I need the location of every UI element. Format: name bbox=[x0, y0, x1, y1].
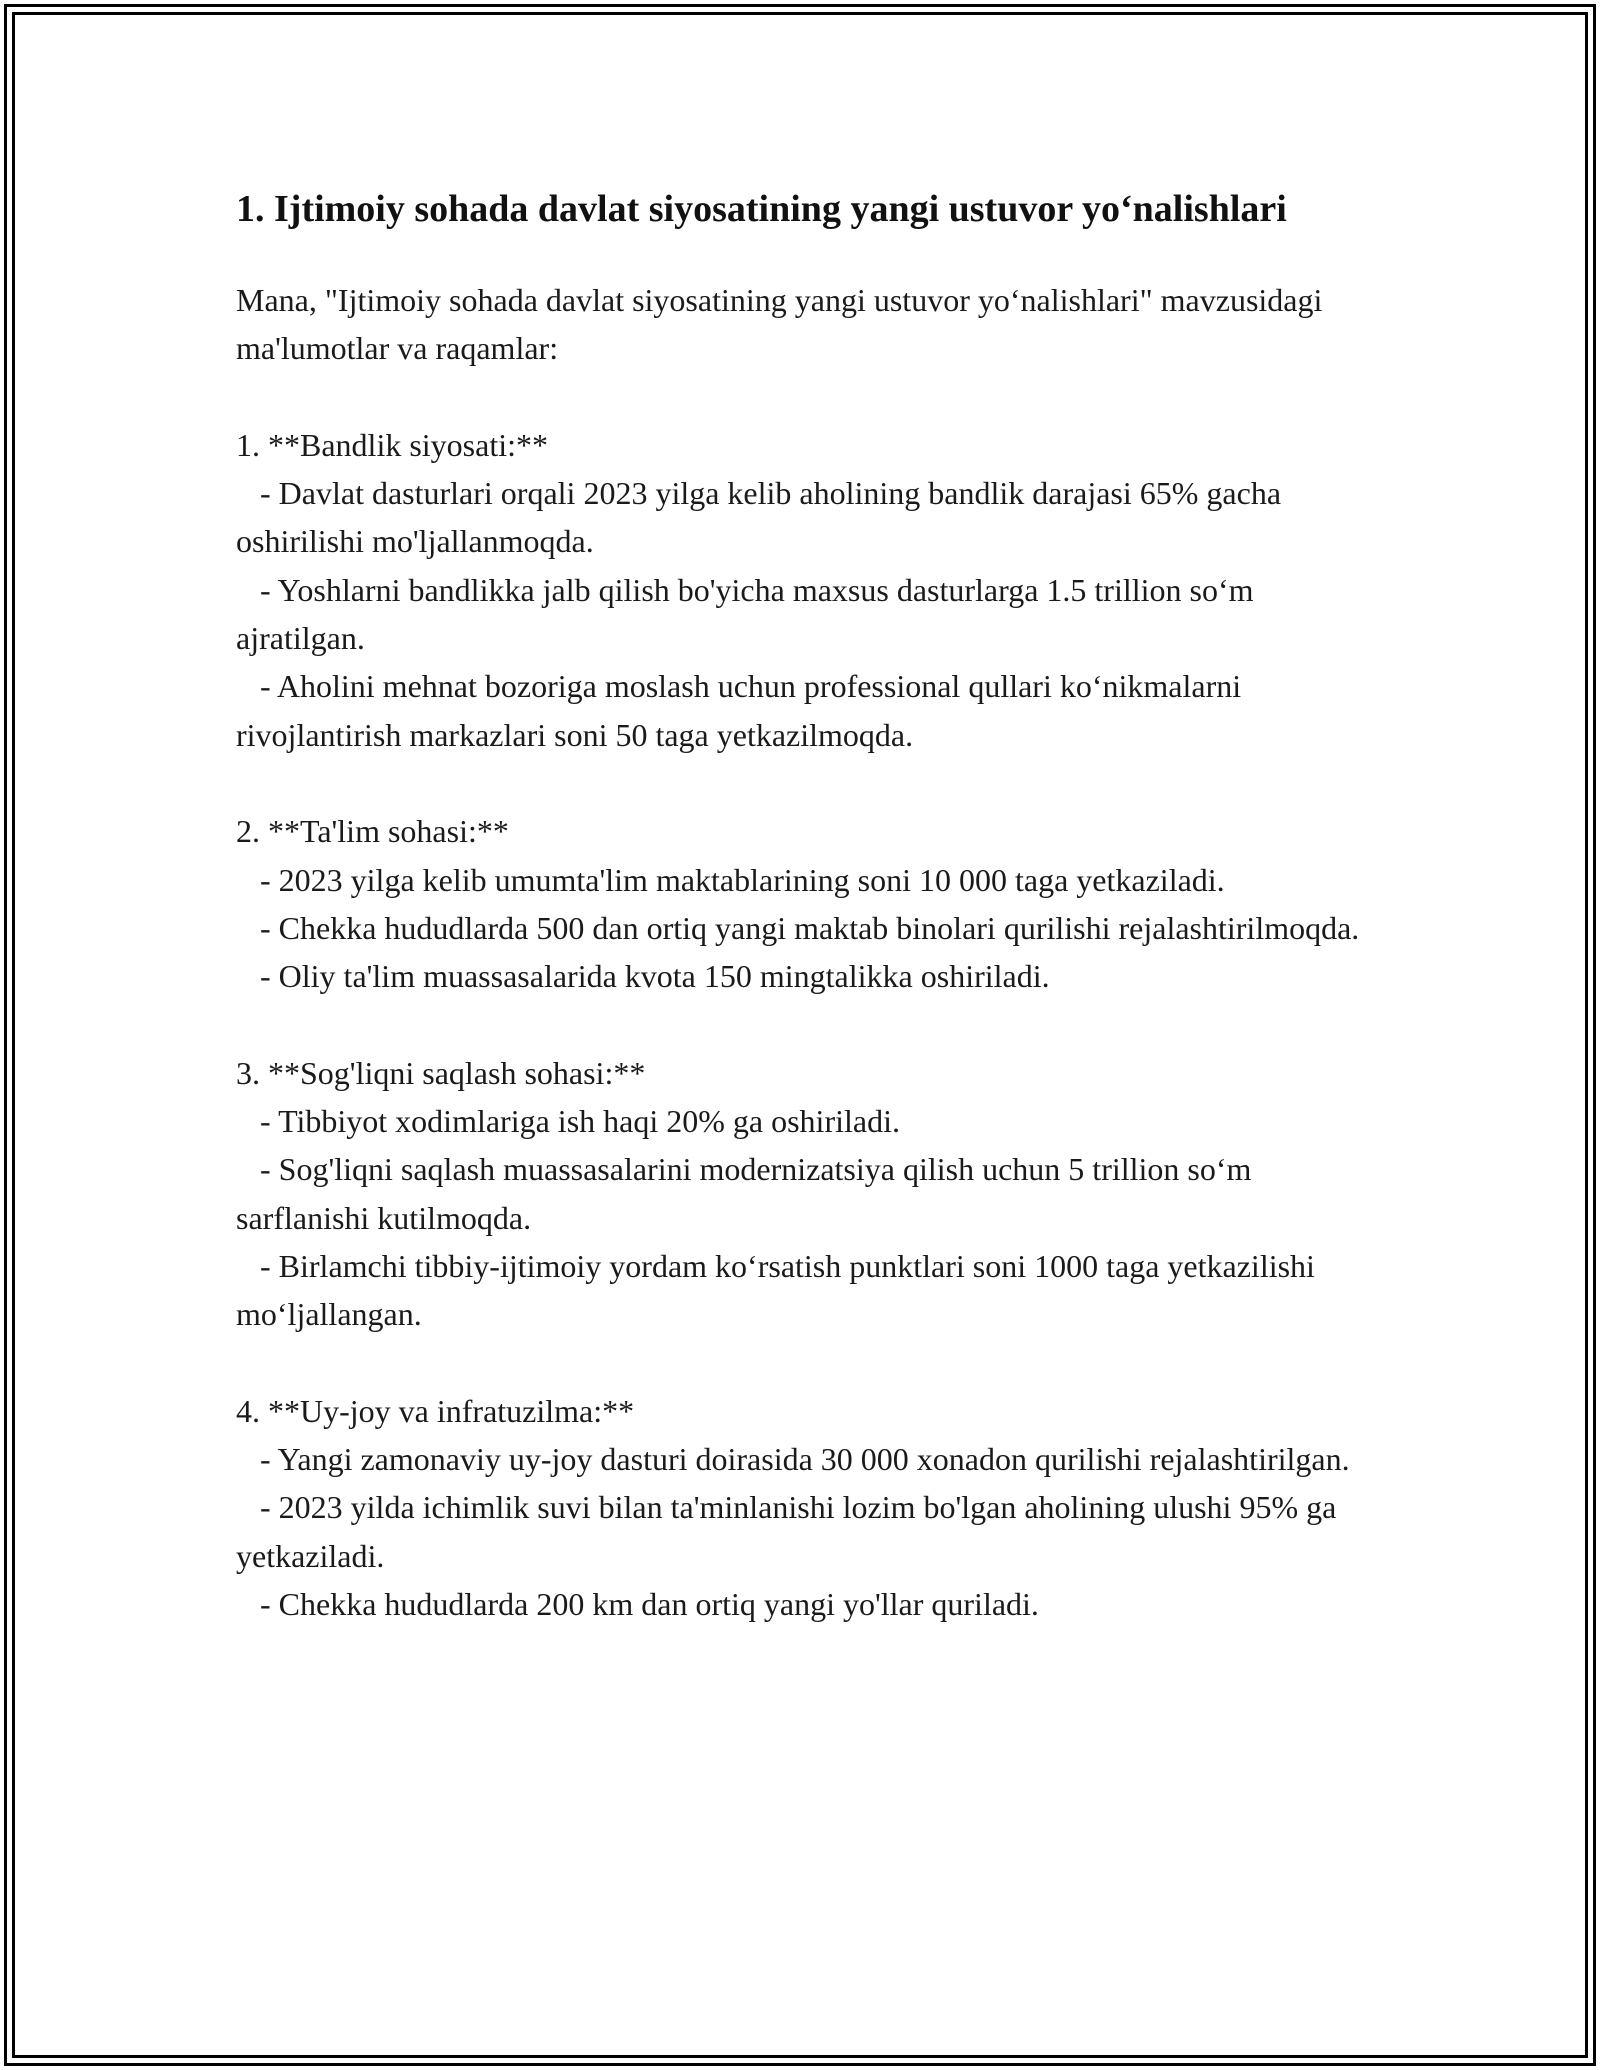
document-body: Mana, "Ijtimoiy sohada davlat siyosatining yangi ustuvor yo‘nalishlari" mavzusidagi ma'lumotlar va raqamlar: 1. **Bandlik siyosati:** - Davlat dasturlari orqali 2023 yilga kelib aholining bandlik darajasi 65% gacha oshirilishi mo'ljallanmoqda. - Yoshlarni bandlikka jalb qilish bo'yicha maxsus dasturlarga 1.5 trillion so‘m ajratilgan. - Aholini mehnat bozoriga moslash uchun professional qullari ko‘nikmalarni rivojlantirish markazlari soni 50 taga yetkazilmoqda. 2. **Ta'lim sohasi:** - 2023 yilga kelib umumta'lim maktablarining soni 10 000 taga yetkaziladi. - Chekka hududlarda 500 dan ortiq yangi maktab binolari qurilishi rejalashtirilmoqda. - Oliy ta'lim muassasalarida kvota 150 mingtalikka oshiriladi. 3. **Sog'liqni saqlash sohasi:** - Tibbiyot xodimlariga ish haqi 20% ga oshiriladi. - Sog'liqni saqlash muassasalarini modernizatsiya qilish uchun 5 trillion so‘m sarflanishi kutilmoqda. - Birlamchi tibbiy-ijtimoiy yordam ko‘rsatish punktlari soni 1000 taga yetkazilishi mo‘ljallangan. 4. **Uy-joy va infratuzilma:** - Yangi zamonaviy uy-joy dasturi doirasida 30 000 xonadon qurilishi rejalashtirilgan. - 2023 yilda ichimlik suvi bilan ta'minlanishi lozim bo'lgan aholining ulushi 95% ga yetkaziladi. - Chekka hududlarda 200 km dan ortiq yangi yo'llar quriladi. bbox=[236, 282, 1360, 1623]
document-content bbox=[236, 182, 1366, 1628]
document-title: 1. Ijtimoiy sohada davlat siyosatining yangi ustuvor yo‘nalishlari bbox=[236, 188, 1287, 230]
